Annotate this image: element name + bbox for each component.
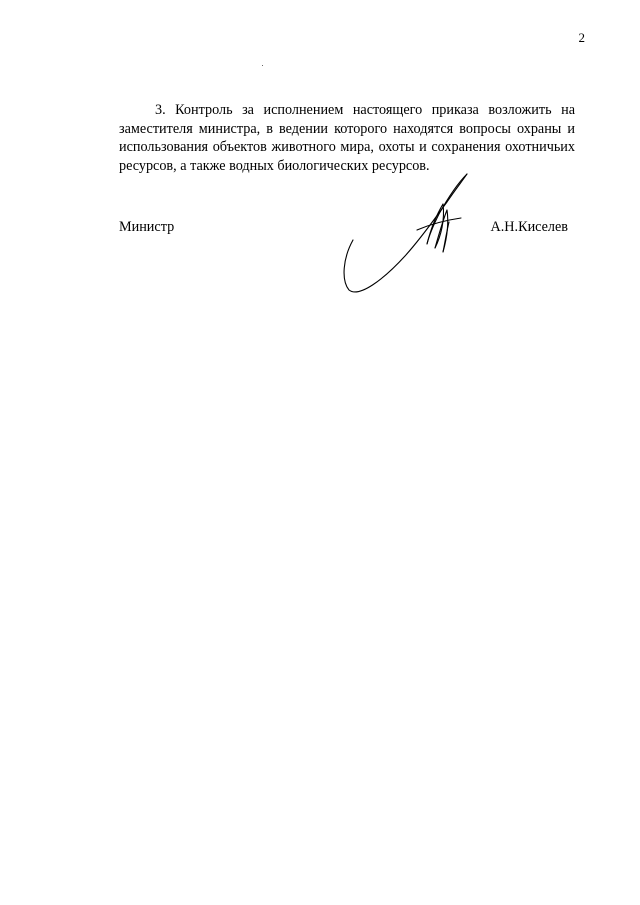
scan-speck: [262, 65, 263, 66]
signer-title: Министр: [119, 219, 175, 235]
paragraph-item-3: 3. Контроль за исполнением настоящего приказа возложить на заместителя министра, в ведении которого находятся вопросы охраны и использования объектов животного мира, охоты и сохранения охотничьих ресурсов, а также водных биологических ресурсов.: [119, 102, 575, 174]
handwritten-signature: [335, 168, 485, 298]
page-number: 2: [578, 30, 585, 45]
signer-name: А.Н.Киселев: [490, 219, 568, 235]
